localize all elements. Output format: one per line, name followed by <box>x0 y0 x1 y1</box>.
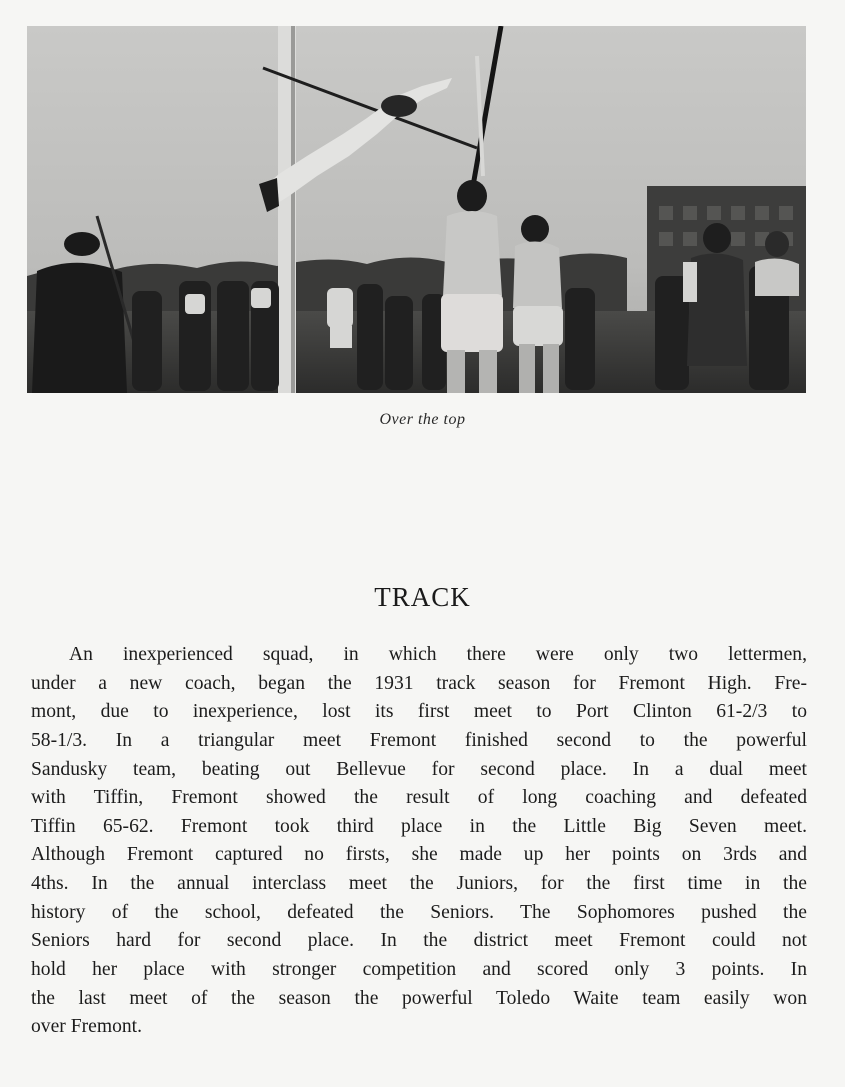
body-line: Although Fremont captured no firsts, she made up her points on 3rds and <box>31 844 807 866</box>
article-title: TRACK <box>374 582 471 612</box>
body-line: Seniors hard for second place. In the district meet Fremont could not <box>31 930 807 952</box>
photo-caption: Over the top <box>379 411 466 428</box>
body-line: An inexperienced squad, in which there were only two lettermen, <box>69 644 807 665</box>
body-line: history of the school, defeated the Seniors. The Sophomores pushed the <box>31 901 807 923</box>
article-body <box>31 641 807 1042</box>
track-photo <box>27 26 806 393</box>
body-line: Tiffin 65-62. Fremont took third place in the Little Big Seven meet. <box>31 815 807 837</box>
body-line: over Fremont. <box>31 1016 143 1038</box>
body-line: with Tiffin, Fremont showed the result of long coaching and defeated <box>31 787 807 809</box>
body-line: hold her place with stronger competition and scored only 3 points. In <box>31 959 807 981</box>
body-line: the last meet of the season the powerful Toledo Waite team easily won <box>31 987 807 1009</box>
pole-vault-photo-illustration <box>27 26 806 393</box>
body-line: under a new coach, began the 1931 track season for Fremont High. Fre- <box>31 672 807 694</box>
body-line: 4ths. In the annual interclass meet the Juniors, for the first time in the <box>31 873 807 895</box>
body-line: Sandusky team, beating out Bellevue for second place. In a dual meet <box>31 758 807 780</box>
body-line: 58-1/3. In a triangular meet Fremont finished second to the powerful <box>31 729 807 751</box>
body-line: mont, due to inexperience, lost its first meet to Port Clinton 61-2/3 to <box>31 701 807 723</box>
